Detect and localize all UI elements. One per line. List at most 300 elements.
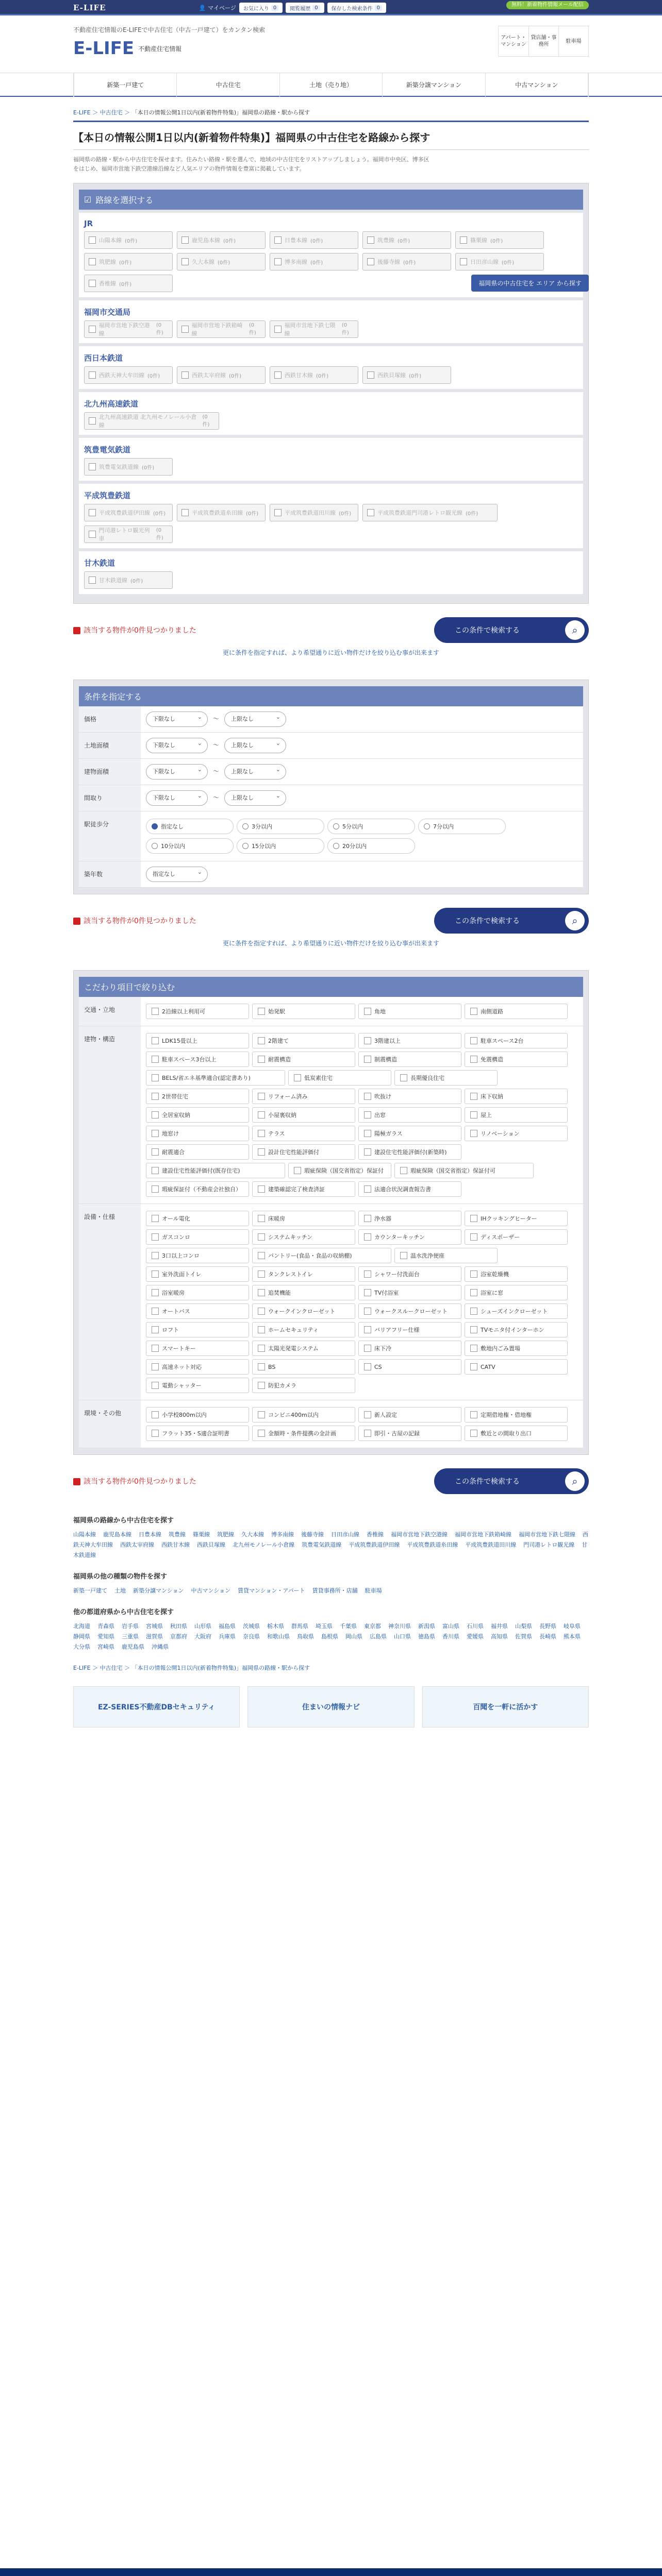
- kodawari-checkbox[interactable]: [465, 1407, 568, 1422]
- line-link[interactable]: 平成筑豊鉄道伊田線: [349, 1541, 400, 1548]
- checkbox[interactable]: [364, 1037, 371, 1044]
- checkbox[interactable]: [470, 1008, 477, 1015]
- pref-link[interactable]: 栃木県: [267, 1623, 284, 1630]
- pref-link[interactable]: 三重県: [122, 1633, 139, 1640]
- kodawari-checkbox[interactable]: [465, 1285, 568, 1300]
- pref-link[interactable]: 福井県: [491, 1623, 508, 1630]
- kodawari-checkbox[interactable]: [358, 1089, 461, 1104]
- banner-navi[interactable]: 住まいの情報ナビ: [247, 1686, 414, 1727]
- pref-link[interactable]: 広島県: [370, 1633, 387, 1640]
- checkbox[interactable]: [364, 1270, 371, 1278]
- kodawari-checkbox[interactable]: [358, 1181, 461, 1197]
- kodawari-checkbox[interactable]: [252, 1248, 391, 1263]
- search-button[interactable]: この条件で検索する ⌕: [434, 908, 589, 934]
- small-logo[interactable]: E-LIFE: [73, 3, 106, 12]
- checkbox[interactable]: [364, 1093, 371, 1100]
- checkbox[interactable]: [470, 1411, 477, 1418]
- crumb-used[interactable]: 中古住宅: [100, 109, 123, 116]
- checkbox[interactable]: [367, 509, 374, 516]
- checkbox[interactable]: [258, 1326, 265, 1333]
- station-checkbox[interactable]: [177, 320, 266, 338]
- history-button[interactable]: 閲覧履歴 0: [286, 3, 324, 13]
- kodawari-checkbox[interactable]: [465, 1004, 568, 1019]
- kodawari-checkbox[interactable]: [146, 1285, 249, 1300]
- pref-link[interactable]: 奈良県: [243, 1633, 260, 1640]
- kodawari-checkbox[interactable]: [358, 1107, 461, 1123]
- checkbox[interactable]: [152, 1382, 159, 1389]
- building-min-select[interactable]: 下限なし ⌄: [146, 764, 208, 779]
- pref-link[interactable]: 滋賀県: [146, 1633, 163, 1640]
- kodawari-checkbox[interactable]: [252, 1407, 355, 1422]
- checkbox[interactable]: [470, 1056, 477, 1063]
- type-link[interactable]: 賃貸マンション・アパート: [238, 1587, 305, 1594]
- station-checkbox[interactable]: [270, 320, 358, 338]
- line-link[interactable]: 久大本線: [241, 1531, 264, 1538]
- station-checkbox[interactable]: [270, 366, 358, 384]
- pref-link[interactable]: 神奈川県: [388, 1623, 411, 1630]
- land-min-select[interactable]: 下限なし ⌄: [146, 738, 208, 753]
- pref-link[interactable]: 島根県: [321, 1633, 338, 1640]
- checkbox[interactable]: [152, 1430, 159, 1437]
- checkbox[interactable]: [152, 1363, 159, 1370]
- walk-radio[interactable]: [237, 838, 324, 854]
- checkbox[interactable]: [152, 1411, 159, 1418]
- checkbox[interactable]: [400, 1074, 407, 1081]
- checkbox[interactable]: [470, 1093, 477, 1100]
- kodawari-checkbox[interactable]: [252, 1303, 355, 1319]
- kodawari-checkbox[interactable]: [465, 1322, 568, 1337]
- type-link[interactable]: 駐車場: [365, 1587, 382, 1594]
- station-checkbox[interactable]: [270, 504, 358, 521]
- station-checkbox[interactable]: [84, 412, 219, 430]
- kodawari-checkbox[interactable]: [394, 1248, 498, 1263]
- kodawari-checkbox[interactable]: [252, 1004, 355, 1019]
- pref-link[interactable]: 石川県: [467, 1623, 484, 1630]
- line-link[interactable]: 鹿児島本線: [103, 1531, 131, 1538]
- line-link[interactable]: 福岡市営地下鉄七隈線: [519, 1531, 575, 1538]
- mail-banner[interactable]: 無料！新着物件情報メール配信: [506, 1, 589, 9]
- checkbox[interactable]: [470, 1111, 477, 1118]
- land-max-select[interactable]: 上限なし ⌄: [224, 738, 286, 753]
- checkbox[interactable]: [152, 1308, 159, 1315]
- type-link[interactable]: 賃貸事務所・店舗: [312, 1587, 358, 1594]
- checkbox[interactable]: [152, 1252, 159, 1259]
- layout-max-select[interactable]: 上限なし ⌄: [224, 790, 286, 806]
- pref-link[interactable]: 高知県: [491, 1633, 508, 1640]
- kodawari-checkbox[interactable]: [146, 1089, 249, 1104]
- pref-link[interactable]: 愛知県: [97, 1633, 114, 1640]
- checkbox[interactable]: [258, 1056, 265, 1063]
- kodawari-checkbox[interactable]: [146, 1303, 249, 1319]
- pref-link[interactable]: 宮城県: [146, 1623, 163, 1630]
- kodawari-checkbox[interactable]: [465, 1229, 568, 1245]
- kodawari-checkbox[interactable]: [146, 1052, 249, 1067]
- checkbox[interactable]: [364, 1430, 371, 1437]
- pref-link[interactable]: 大阪府: [194, 1633, 211, 1640]
- kodawari-checkbox[interactable]: [465, 1089, 568, 1104]
- station-checkbox[interactable]: [177, 253, 266, 270]
- kodawari-checkbox[interactable]: [358, 1426, 461, 1441]
- checkbox[interactable]: [258, 1308, 265, 1315]
- pref-link[interactable]: 茨城県: [243, 1623, 260, 1630]
- pref-link[interactable]: 愛媛県: [467, 1633, 484, 1640]
- kodawari-checkbox[interactable]: [146, 1359, 249, 1375]
- pref-link[interactable]: 千葉県: [340, 1623, 357, 1630]
- pref-link[interactable]: 大分県: [73, 1643, 90, 1650]
- checkbox[interactable]: [89, 371, 96, 379]
- kodawari-checkbox[interactable]: [146, 1004, 249, 1019]
- checkbox[interactable]: [258, 1289, 265, 1296]
- kodawari-checkbox[interactable]: [358, 1407, 461, 1422]
- checkbox[interactable]: [258, 1252, 265, 1259]
- kodawari-checkbox[interactable]: [252, 1359, 355, 1375]
- walk-radio[interactable]: [327, 838, 415, 854]
- checkbox[interactable]: [258, 1037, 265, 1044]
- checkbox[interactable]: [152, 1130, 159, 1137]
- checkbox[interactable]: [258, 1363, 265, 1370]
- search-button[interactable]: この条件で検索する ⌕: [434, 617, 589, 643]
- station-checkbox[interactable]: [177, 366, 266, 384]
- kodawari-checkbox[interactable]: [394, 1070, 498, 1086]
- walk-radio[interactable]: [146, 819, 234, 834]
- checkbox[interactable]: [258, 1093, 265, 1100]
- line-link[interactable]: 西鉄太宰府線: [120, 1541, 154, 1548]
- kodawari-checkbox[interactable]: [252, 1126, 355, 1141]
- gnav-new-mansion[interactable]: 新築分譲マンション: [382, 73, 485, 97]
- kodawari-checkbox[interactable]: [146, 1248, 249, 1263]
- checkbox[interactable]: [364, 1345, 371, 1352]
- nav-apartment[interactable]: アパート・マンション: [501, 35, 526, 47]
- checkbox[interactable]: [274, 509, 282, 516]
- kodawari-checkbox[interactable]: [358, 1126, 461, 1141]
- kodawari-checkbox[interactable]: [252, 1322, 355, 1337]
- walk-radio[interactable]: [146, 838, 234, 854]
- checkbox[interactable]: [258, 1130, 265, 1137]
- line-link[interactable]: 門司港レトロ観光線: [523, 1541, 575, 1548]
- checkbox[interactable]: [258, 1233, 265, 1241]
- checkbox[interactable]: [181, 236, 189, 244]
- line-link[interactable]: 西鉄天神大牟田線: [73, 1531, 588, 1548]
- checkbox[interactable]: [258, 1008, 265, 1015]
- checkbox[interactable]: [470, 1430, 477, 1437]
- kodawari-checkbox[interactable]: [252, 1378, 355, 1393]
- kodawari-checkbox[interactable]: [358, 1004, 461, 1019]
- line-link[interactable]: 平成筑豊鉄道田川線: [465, 1541, 517, 1548]
- checkbox[interactable]: [89, 236, 96, 244]
- kodawari-checkbox[interactable]: [465, 1033, 568, 1048]
- station-checkbox[interactable]: [177, 231, 266, 249]
- kodawari-checkbox[interactable]: [252, 1089, 355, 1104]
- kodawari-checkbox[interactable]: [465, 1303, 568, 1319]
- line-link[interactable]: 山陽本線: [73, 1531, 96, 1538]
- kodawari-checkbox[interactable]: [358, 1303, 461, 1319]
- station-checkbox[interactable]: [84, 458, 173, 476]
- type-link[interactable]: 新築一戸建て: [73, 1587, 107, 1594]
- checkbox[interactable]: [89, 509, 96, 516]
- type-link[interactable]: 中古マンション: [191, 1587, 231, 1594]
- checkbox[interactable]: [152, 1289, 159, 1296]
- station-checkbox[interactable]: [84, 275, 173, 292]
- station-checkbox[interactable]: [455, 253, 544, 270]
- line-link[interactable]: 西鉄貝塚線: [197, 1541, 225, 1548]
- kodawari-checkbox[interactable]: [252, 1341, 355, 1356]
- brand-logo[interactable]: E-LIFE 不動産住宅情報: [73, 38, 182, 59]
- line-link[interactable]: 平成筑豊鉄道糸田線: [407, 1541, 458, 1548]
- banner-ez[interactable]: EZ-SERIES不動産DBセキュリティ: [73, 1686, 240, 1727]
- line-link[interactable]: 筑豊電気鉄道線: [302, 1541, 342, 1548]
- pref-link[interactable]: 宮崎県: [97, 1643, 114, 1650]
- kodawari-checkbox[interactable]: [252, 1181, 355, 1197]
- checkbox[interactable]: [274, 371, 282, 379]
- checkbox[interactable]: [258, 1382, 265, 1389]
- line-link[interactable]: 筑肥線: [217, 1531, 234, 1538]
- kodawari-checkbox[interactable]: [146, 1341, 249, 1356]
- checkbox[interactable]: [367, 371, 374, 379]
- checkbox[interactable]: [258, 1185, 265, 1193]
- area-search-button[interactable]: 福岡県の中古住宅を エリア から探す: [471, 275, 589, 292]
- checkbox[interactable]: [364, 1326, 371, 1333]
- pref-link[interactable]: 長崎県: [539, 1633, 556, 1640]
- line-link[interactable]: 後藤寺線: [301, 1531, 324, 1538]
- crumb-home[interactable]: E-LIFE: [73, 109, 91, 116]
- kodawari-checkbox[interactable]: [465, 1107, 568, 1123]
- kodawari-checkbox[interactable]: [465, 1359, 568, 1375]
- checkbox[interactable]: [89, 463, 96, 470]
- pref-link[interactable]: 山形県: [194, 1623, 211, 1630]
- kodawari-checkbox[interactable]: [146, 1070, 285, 1086]
- checkbox[interactable]: [364, 1233, 371, 1241]
- checkbox[interactable]: [470, 1037, 477, 1044]
- checkbox[interactable]: [364, 1289, 371, 1296]
- pref-link[interactable]: 富山県: [442, 1623, 459, 1630]
- checkbox[interactable]: [470, 1308, 477, 1315]
- kodawari-checkbox[interactable]: [146, 1407, 249, 1422]
- station-checkbox[interactable]: [455, 231, 544, 249]
- checkbox[interactable]: [181, 509, 189, 516]
- checkbox[interactable]: [364, 1411, 371, 1418]
- checkbox[interactable]: [367, 236, 374, 244]
- kodawari-checkbox[interactable]: [465, 1211, 568, 1226]
- kodawari-checkbox[interactable]: [146, 1378, 249, 1393]
- checkbox[interactable]: [364, 1215, 371, 1222]
- building-max-select[interactable]: 上限なし ⌄: [224, 764, 286, 779]
- checkbox[interactable]: [89, 531, 96, 538]
- kodawari-checkbox[interactable]: [146, 1211, 249, 1226]
- kodawari-checkbox[interactable]: [252, 1426, 355, 1441]
- pref-link[interactable]: 香川県: [442, 1633, 459, 1640]
- pref-link[interactable]: 埼玉県: [316, 1623, 333, 1630]
- line-link[interactable]: 福岡市営地下鉄空港線: [391, 1531, 448, 1538]
- checkbox[interactable]: [364, 1111, 371, 1118]
- checkbox[interactable]: [152, 1148, 159, 1156]
- kodawari-checkbox[interactable]: [465, 1266, 568, 1282]
- checkbox[interactable]: [367, 258, 374, 265]
- checkbox[interactable]: [258, 1270, 265, 1278]
- line-link[interactable]: 筑豊線: [169, 1531, 186, 1538]
- checkbox[interactable]: [274, 326, 282, 333]
- saved-search-button[interactable]: 保存した検索条件 0: [327, 3, 386, 13]
- gnav-used-house[interactable]: 中古住宅: [176, 73, 279, 97]
- pref-link[interactable]: 山口県: [394, 1633, 411, 1640]
- kodawari-checkbox[interactable]: [252, 1266, 355, 1282]
- kodawari-checkbox[interactable]: [146, 1144, 249, 1160]
- checkbox[interactable]: [364, 1008, 371, 1015]
- kodawari-checkbox[interactable]: [465, 1052, 568, 1067]
- checkbox[interactable]: [152, 1167, 159, 1174]
- checkbox[interactable]: [470, 1130, 477, 1137]
- checkbox[interactable]: [89, 577, 96, 584]
- pref-link[interactable]: 静岡県: [73, 1633, 90, 1640]
- checkbox[interactable]: [258, 1148, 265, 1156]
- line-link[interactable]: 福岡市営地下鉄箱崎線: [455, 1531, 511, 1538]
- checkbox[interactable]: [89, 326, 96, 333]
- kodawari-checkbox[interactable]: [358, 1144, 461, 1160]
- pref-link[interactable]: 熊本県: [564, 1633, 581, 1640]
- checkbox[interactable]: [294, 1074, 301, 1081]
- station-checkbox[interactable]: [84, 253, 173, 270]
- kodawari-checkbox[interactable]: [358, 1359, 461, 1375]
- checkbox[interactable]: [152, 1037, 159, 1044]
- checkbox[interactable]: [470, 1363, 477, 1370]
- checkbox[interactable]: [152, 1185, 159, 1193]
- station-checkbox[interactable]: [84, 504, 173, 521]
- station-checkbox[interactable]: [84, 320, 173, 338]
- checkbox[interactable]: [364, 1130, 371, 1137]
- checkbox[interactable]: [400, 1252, 407, 1259]
- favorites-button[interactable]: お気に入り 0: [239, 3, 283, 13]
- checkbox[interactable]: [400, 1167, 407, 1174]
- mypage-link[interactable]: 👤 マイページ: [198, 4, 236, 11]
- checkbox[interactable]: [258, 1345, 265, 1352]
- checkbox[interactable]: [152, 1093, 159, 1100]
- gnav-new-house[interactable]: 新築一戸建て: [74, 73, 176, 97]
- checkbox[interactable]: [364, 1148, 371, 1156]
- pref-link[interactable]: 東京都: [364, 1623, 381, 1630]
- kodawari-checkbox[interactable]: [146, 1426, 249, 1441]
- pref-link[interactable]: 秋田県: [170, 1623, 187, 1630]
- kodawari-checkbox[interactable]: [358, 1033, 461, 1048]
- checkbox[interactable]: [152, 1074, 159, 1081]
- pref-link[interactable]: 徳島県: [418, 1633, 435, 1640]
- checkbox[interactable]: [152, 1111, 159, 1118]
- line-link[interactable]: 甘木鉄道線: [73, 1541, 588, 1558]
- kodawari-checkbox[interactable]: [358, 1341, 461, 1356]
- gnav-land[interactable]: 土地（売り地）: [279, 73, 382, 97]
- price-min-select[interactable]: 下限なし ⌄: [146, 711, 208, 727]
- nav-parking[interactable]: 駐車場: [558, 26, 588, 56]
- kodawari-checkbox[interactable]: [252, 1107, 355, 1123]
- pref-link[interactable]: 山梨県: [515, 1623, 532, 1630]
- checkbox[interactable]: [274, 236, 282, 244]
- search-button[interactable]: この条件で検索する ⌕: [434, 1468, 589, 1494]
- price-max-select[interactable]: 上限なし ⌄: [224, 711, 286, 727]
- station-checkbox[interactable]: [362, 253, 451, 270]
- kodawari-checkbox[interactable]: [146, 1107, 249, 1123]
- checkbox[interactable]: [181, 326, 189, 333]
- pref-link[interactable]: 岐阜県: [564, 1623, 581, 1630]
- checkbox[interactable]: [89, 258, 96, 265]
- station-checkbox[interactable]: [362, 504, 498, 521]
- kodawari-checkbox[interactable]: [465, 1341, 568, 1356]
- station-checkbox[interactable]: [362, 231, 451, 249]
- checkbox[interactable]: [181, 258, 189, 265]
- checkbox[interactable]: [258, 1430, 265, 1437]
- kodawari-checkbox[interactable]: [146, 1163, 285, 1178]
- type-link[interactable]: 土地: [114, 1587, 126, 1594]
- kodawari-checkbox[interactable]: [146, 1126, 249, 1141]
- checkbox[interactable]: [470, 1345, 477, 1352]
- checkbox[interactable]: [258, 1111, 265, 1118]
- pref-link[interactable]: 和歌山県: [267, 1633, 290, 1640]
- checkbox[interactable]: [89, 417, 96, 425]
- station-checkbox[interactable]: [84, 526, 173, 543]
- walk-radio[interactable]: [327, 819, 415, 834]
- line-link[interactable]: 日豊本線: [139, 1531, 161, 1538]
- pref-link[interactable]: 新潟県: [418, 1623, 435, 1630]
- pref-link[interactable]: 兵庫県: [219, 1633, 236, 1640]
- pref-link[interactable]: 北海道: [73, 1623, 90, 1630]
- checkbox[interactable]: [274, 258, 282, 265]
- station-checkbox[interactable]: [270, 231, 358, 249]
- pref-link[interactable]: 青森県: [97, 1623, 114, 1630]
- pref-link[interactable]: 京都府: [170, 1633, 187, 1640]
- kodawari-checkbox[interactable]: [358, 1266, 461, 1282]
- pref-link[interactable]: 岡山県: [345, 1633, 362, 1640]
- checkbox[interactable]: [470, 1215, 477, 1222]
- kodawari-checkbox[interactable]: [146, 1322, 249, 1337]
- kodawari-checkbox[interactable]: [252, 1211, 355, 1226]
- line-link[interactable]: 日田彦山線: [331, 1531, 359, 1538]
- line-link[interactable]: 西鉄甘木線: [161, 1541, 190, 1548]
- kodawari-checkbox[interactable]: [465, 1426, 568, 1441]
- kodawari-checkbox[interactable]: [394, 1163, 534, 1178]
- kodawari-checkbox[interactable]: [252, 1033, 355, 1048]
- checkbox[interactable]: [470, 1326, 477, 1333]
- checkbox[interactable]: [294, 1167, 301, 1174]
- nav-store[interactable]: 貸店舗・事務所: [528, 26, 558, 56]
- kodawari-checkbox[interactable]: [146, 1033, 249, 1048]
- line-link[interactable]: 篠栗線: [193, 1531, 210, 1538]
- checkbox[interactable]: [470, 1270, 477, 1278]
- checkbox[interactable]: [152, 1326, 159, 1333]
- checkbox[interactable]: [152, 1008, 159, 1015]
- pref-link[interactable]: 岩手県: [122, 1623, 139, 1630]
- kodawari-checkbox[interactable]: [252, 1285, 355, 1300]
- kodawari-checkbox[interactable]: [358, 1211, 461, 1226]
- walk-radio[interactable]: [237, 819, 324, 834]
- station-checkbox[interactable]: [362, 366, 451, 384]
- checkbox[interactable]: [364, 1308, 371, 1315]
- station-checkbox[interactable]: [84, 571, 173, 589]
- kodawari-checkbox[interactable]: [252, 1144, 355, 1160]
- checkbox[interactable]: [152, 1056, 159, 1063]
- station-checkbox[interactable]: [84, 231, 173, 249]
- banner-hyakubun[interactable]: 百聞を一軒に活かす: [422, 1686, 589, 1727]
- kodawari-checkbox[interactable]: [465, 1126, 568, 1141]
- type-link[interactable]: 新築分譲マンション: [133, 1587, 184, 1594]
- kodawari-checkbox[interactable]: [252, 1229, 355, 1245]
- checkbox[interactable]: [470, 1289, 477, 1296]
- checkbox[interactable]: [460, 236, 467, 244]
- station-checkbox[interactable]: [177, 504, 266, 521]
- checkbox[interactable]: [470, 1233, 477, 1241]
- walk-radio[interactable]: [418, 819, 506, 834]
- pref-link[interactable]: 佐賀県: [515, 1633, 532, 1640]
- checkbox[interactable]: [364, 1185, 371, 1193]
- line-link[interactable]: 北九州モノレール小倉線: [233, 1541, 295, 1548]
- pref-link[interactable]: 沖縄県: [152, 1643, 169, 1650]
- checkbox[interactable]: [152, 1270, 159, 1278]
